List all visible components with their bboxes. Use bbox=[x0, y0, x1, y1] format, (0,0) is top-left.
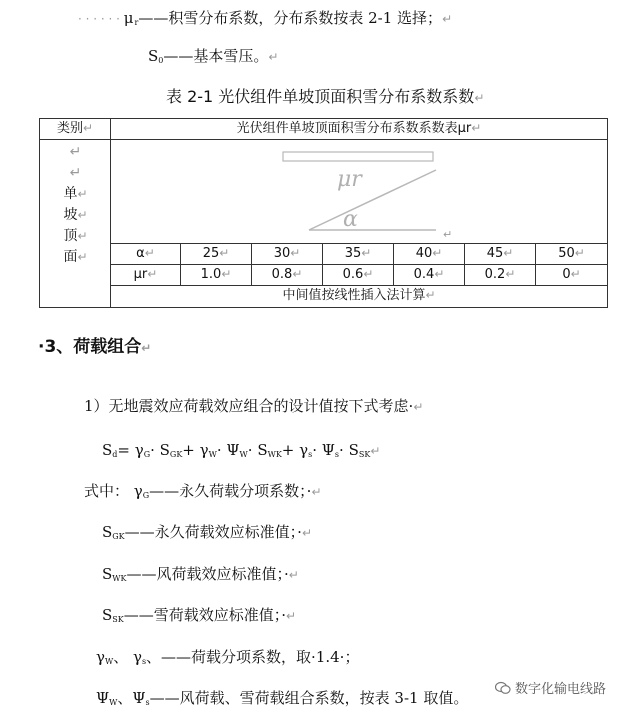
s0-text: ——基本雪压。 bbox=[163, 47, 269, 65]
wechat-icon bbox=[495, 681, 511, 695]
mu-value-cell: 1.0↵ bbox=[181, 265, 252, 286]
mu-subscript: r bbox=[134, 18, 139, 27]
paragraph-mark-icon: ↵ bbox=[268, 50, 279, 64]
mu-value-cell: 0.2↵ bbox=[465, 265, 536, 286]
alpha-value-cell: 35↵ bbox=[323, 244, 394, 265]
def-gamma: $\gamma_W$、 $\gamma_s$、——荷载分项系数，取·1.4·； bbox=[96, 648, 360, 666]
table-caption-text: 表 2-1 光伏组件单坡顶面积雪分布系数系数 bbox=[166, 87, 475, 106]
def-s-gk: $S_{GK}——$永久荷载效应标准值；·↵ bbox=[102, 523, 312, 541]
mu-r-text: ——积雪分布系数，分布系数按表 2-1 选择； bbox=[138, 9, 443, 27]
table-footer-note: 中间值按线性插入法计算↵ bbox=[282, 288, 436, 303]
diagram-cell bbox=[111, 140, 607, 244]
watermark-text: 数字化输电线路 bbox=[515, 682, 607, 697]
table-header-title: 光伏组件单坡顶面积雪分布系数系数表μr↵ bbox=[111, 119, 607, 140]
alpha-value-cell: 40↵ bbox=[394, 244, 465, 265]
snow-distribution-bar bbox=[283, 152, 433, 161]
roof-slope-line bbox=[309, 170, 436, 230]
s0-subscript: 0 bbox=[158, 56, 164, 65]
side-char-2: 坡 bbox=[63, 207, 78, 223]
roof-diagram bbox=[111, 140, 607, 244]
alpha-value-cell: 50↵ bbox=[536, 244, 607, 265]
table-header-category: 类别↵ bbox=[40, 119, 111, 140]
mu-value-cell: 0.8↵ bbox=[252, 265, 323, 286]
snow-distribution-table bbox=[39, 118, 608, 308]
side-char-1: 单 bbox=[63, 186, 78, 202]
load-combination-formula: $S_d= \gamma_G\cdot S_{GK}+ \gamma_W\cdot \Psi_W\cdot S_{WK}+ \gamma_s\cdot \Psi_s\cdot$ $S_{SK}↵$ bbox=[102, 441, 381, 459]
diagram-mu-label: μr bbox=[337, 167, 362, 192]
mu-symbol: μ bbox=[123, 9, 135, 27]
mu-value-cell: 0↵ bbox=[536, 265, 607, 286]
section-heading: ·3、荷载组合↵ bbox=[38, 337, 152, 357]
svg-text:↵: ↵ bbox=[443, 228, 453, 241]
watermark bbox=[495, 678, 606, 697]
alpha-value-cell: 30↵ bbox=[252, 244, 323, 265]
mu-value-cell: 0.4↵ bbox=[394, 265, 465, 286]
def-s-wk: $S_{WK}——$风荷载效应标准值；·↵ bbox=[102, 565, 299, 583]
item-1-text: 1）无地震效应荷载效应组合的设计值按下式考虑·↵ bbox=[84, 397, 424, 415]
diagram-alpha-label: α bbox=[343, 207, 358, 232]
table-caption bbox=[166, 87, 484, 108]
paragraph-mark-icon: ↵ bbox=[442, 12, 453, 26]
mu-label-cell: μr↵ bbox=[111, 265, 181, 286]
paragraph-mark-icon: ↵ bbox=[474, 91, 485, 105]
alpha-value-cell: 45↵ bbox=[465, 244, 536, 265]
where-gamma-g: 式中： $\gamma_G——$永久荷载分项系数；·↵ bbox=[84, 482, 322, 500]
side-char-3: 顶 bbox=[63, 228, 78, 244]
alpha-label-cell: α↵ bbox=[111, 244, 181, 265]
table-category-cell: ↵ ↵ 单↵ 坡↵ 顶↵ 面↵ bbox=[40, 140, 111, 307]
leader-dots: · · · · · · bbox=[78, 12, 124, 26]
mu-r-definition bbox=[78, 8, 452, 33]
side-char-4: 面 bbox=[63, 249, 78, 265]
s-symbol: S bbox=[148, 47, 159, 65]
def-s-sk: $S_{SK}——$雪荷载效应标准值；·↵ bbox=[102, 606, 297, 624]
s0-definition bbox=[148, 46, 278, 71]
alpha-value-cell: 25↵ bbox=[181, 244, 252, 265]
mu-value-cell: 0.6↵ bbox=[323, 265, 394, 286]
def-psi: $\Psi_W$、$\Psi_s——$风荷载、雪荷载组合系数，按表 3-1 取值。 bbox=[96, 689, 469, 707]
